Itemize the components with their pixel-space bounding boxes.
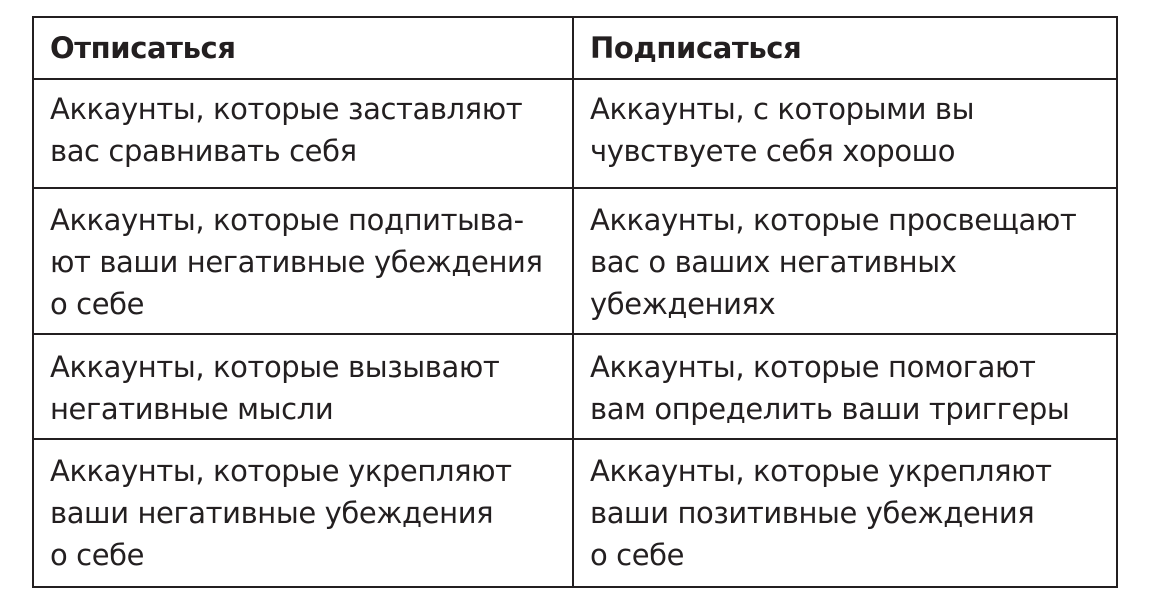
- cell-line: о себе: [50, 538, 145, 572]
- header-row: [33, 17, 1117, 79]
- comparison-table: [32, 16, 1118, 588]
- table-row: [33, 188, 1117, 334]
- table-row: [33, 79, 1117, 188]
- cell-line: Аккаунты, с которыми вы: [590, 92, 975, 126]
- cell-line: Аккаунты, которые помогают: [590, 350, 1036, 384]
- cell-subscribe: [573, 188, 1117, 334]
- cell-line: Аккаунты, которые заставляют: [50, 92, 523, 126]
- cell-line: Аккаунты, которые подпитыва-: [50, 203, 524, 237]
- header-unsubscribe: Отписаться: [33, 17, 573, 79]
- cell-unsubscribe: [33, 334, 573, 439]
- cell-line: негативные мысли: [50, 392, 334, 426]
- table-row: [33, 439, 1117, 587]
- table-row: [33, 334, 1117, 439]
- cell-line: вас о ваших негативных: [590, 245, 957, 279]
- cell-line: Аккаунты, которые укрепляют: [590, 454, 1052, 488]
- cell-line: убеждениях: [590, 287, 776, 321]
- cell-line: Аккаунты, которые укрепляют: [50, 454, 512, 488]
- cell-line: чувствуете себя хорошо: [590, 134, 956, 168]
- cell-unsubscribe: [33, 188, 573, 334]
- cell-line: о себе: [50, 287, 145, 321]
- cell-line: ют ваши негативные убеждения: [50, 245, 543, 279]
- cell-unsubscribe: [33, 439, 573, 587]
- cell-subscribe: [573, 439, 1117, 587]
- cell-line: Аккаунты, которые просвещают: [590, 203, 1077, 237]
- cell-subscribe: [573, 79, 1117, 188]
- cell-line: ваши негативные убеждения: [50, 496, 494, 530]
- cell-line: о себе: [590, 538, 685, 572]
- cell-line: ваши позитивные убеждения: [590, 496, 1035, 530]
- cell-line: вас сравнивать себя: [50, 134, 357, 168]
- cell-unsubscribe: [33, 79, 573, 188]
- cell-line: Аккаунты, которые вызывают: [50, 350, 500, 384]
- cell-subscribe: [573, 334, 1117, 439]
- header-subscribe: Подписаться: [573, 17, 1117, 79]
- cell-line: вам определить ваши триггеры: [590, 392, 1070, 426]
